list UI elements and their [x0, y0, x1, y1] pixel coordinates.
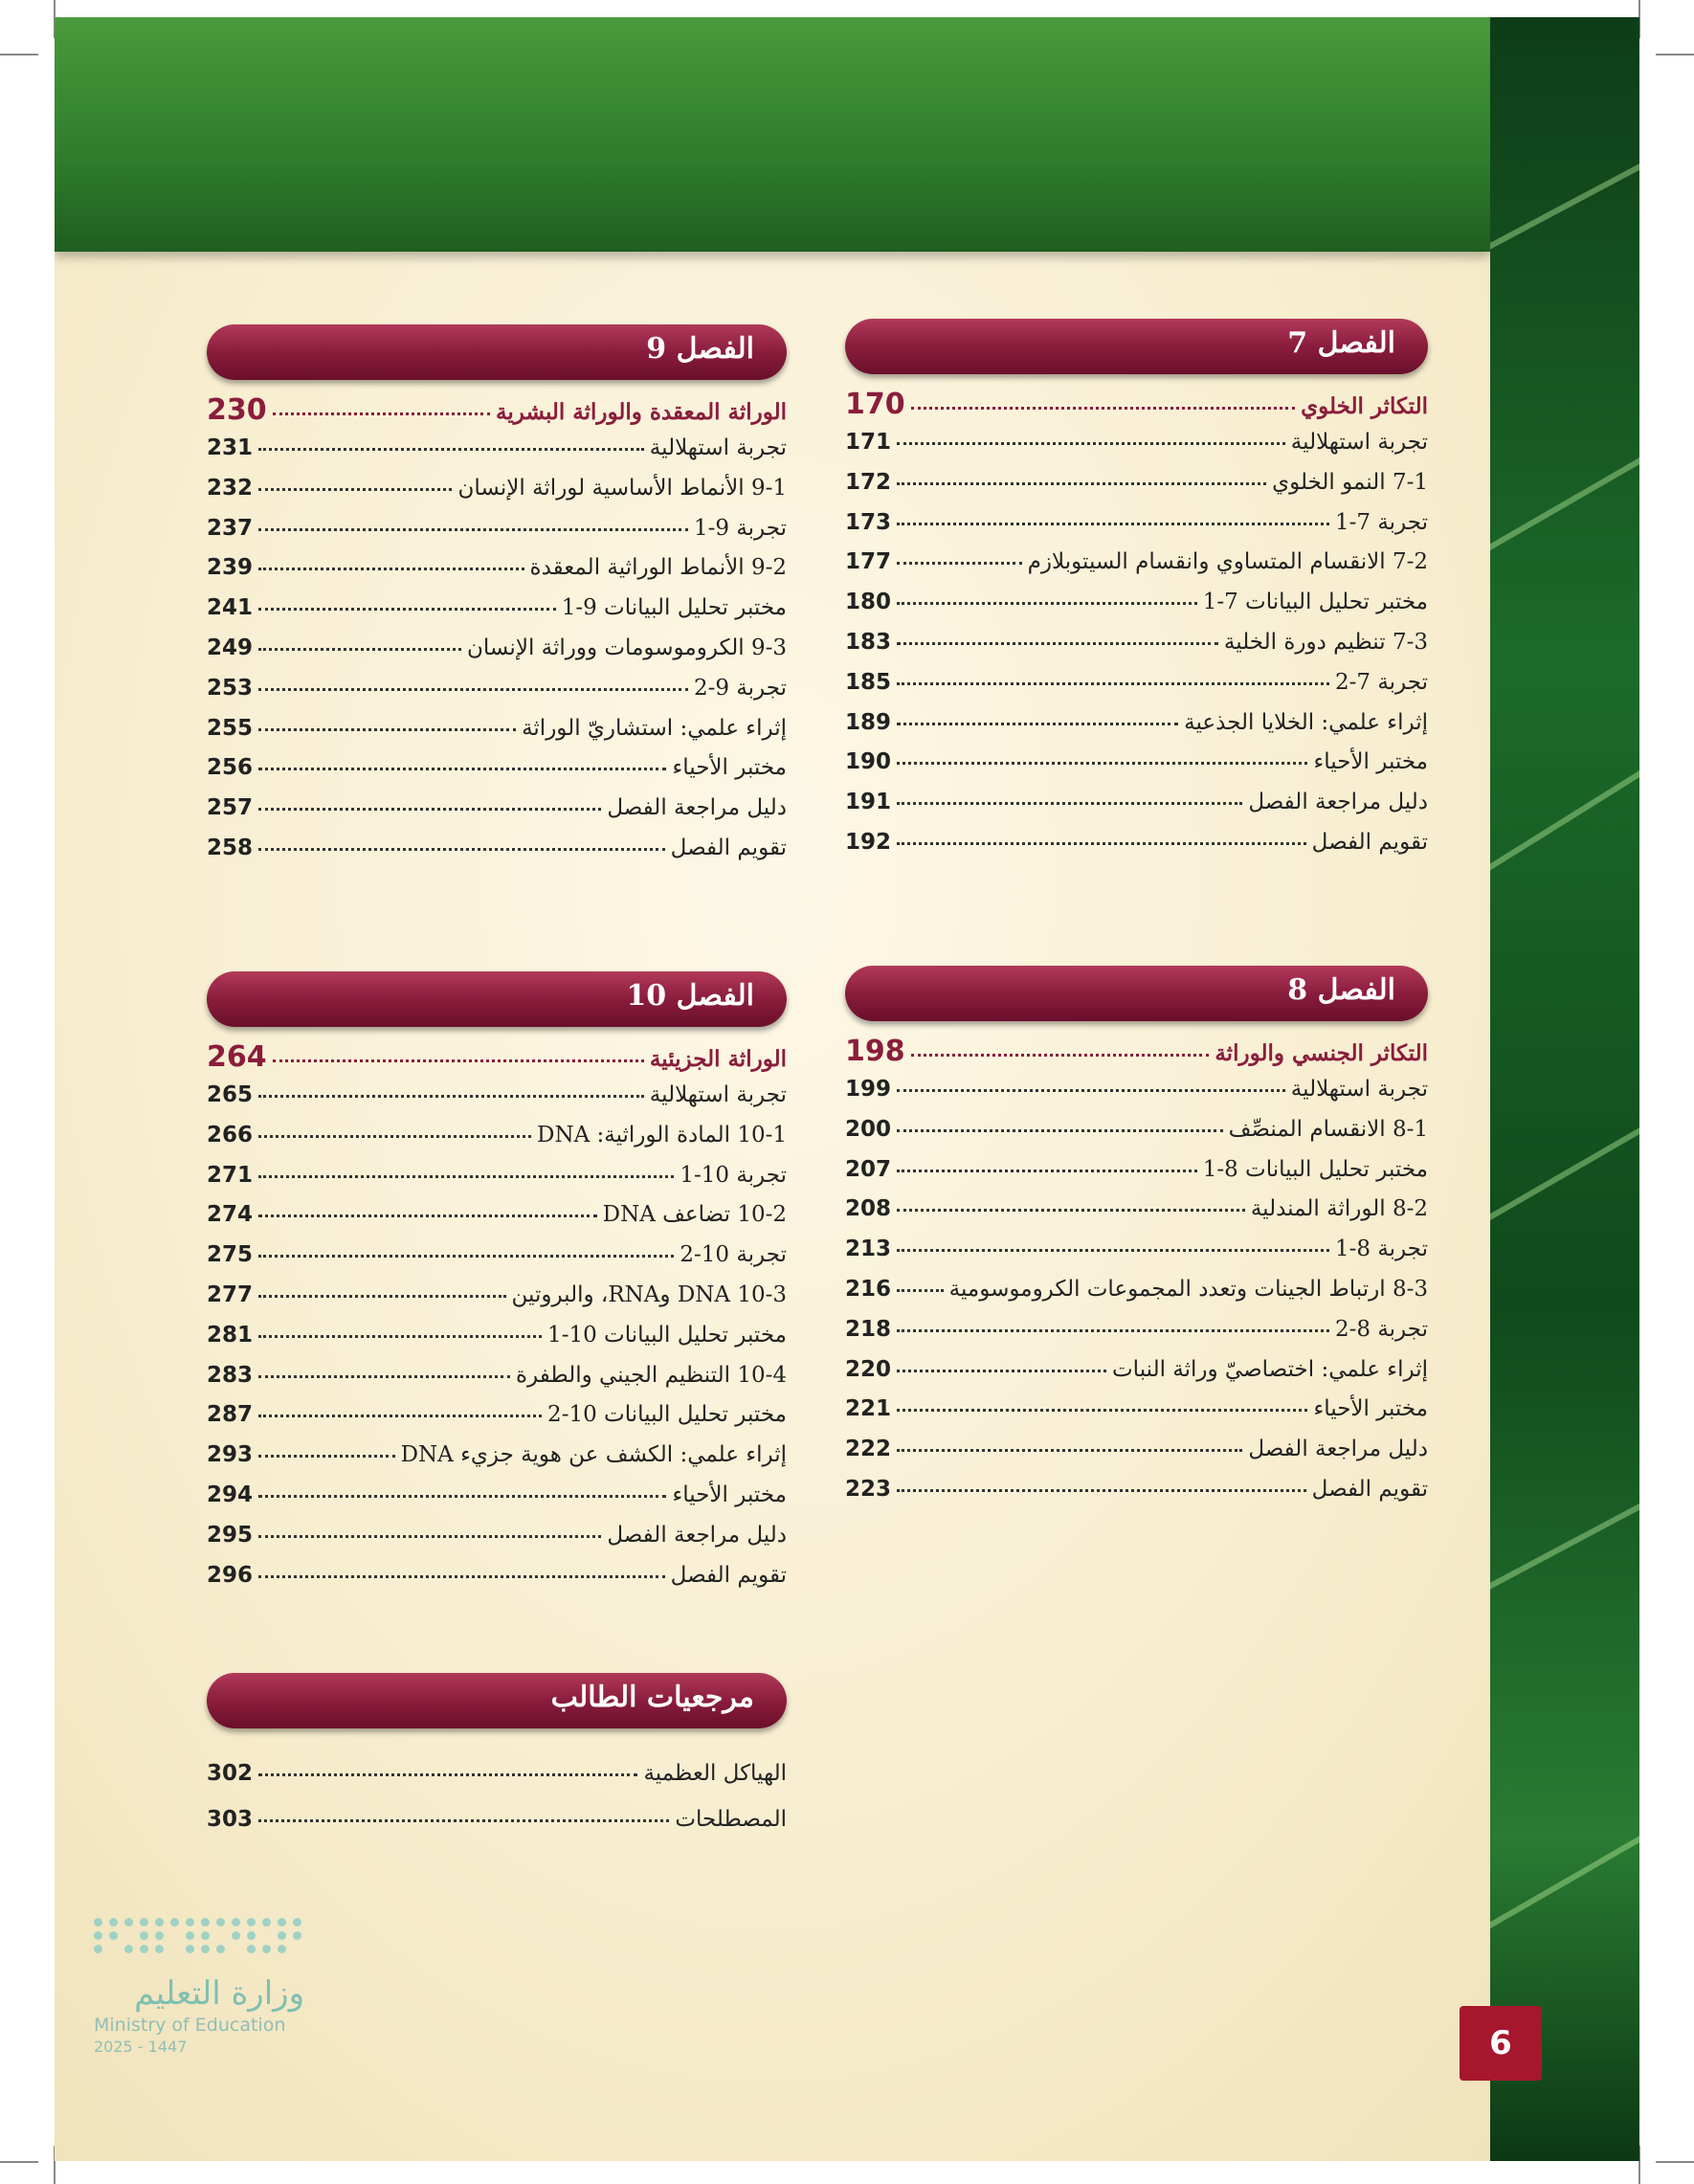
dot-leader [258, 479, 452, 491]
toc-label: 7-1 النمو الخلوي [1272, 469, 1428, 495]
dot-leader [258, 638, 461, 651]
chapter-title: الفصل 7 [1287, 326, 1395, 360]
toc-page: 283 [207, 1362, 254, 1388]
toc-label: تجربة 9-1 [693, 515, 787, 541]
toc-chapter-heading[interactable] [845, 388, 1428, 430]
toc-label: تجربة استهلالية [649, 1082, 787, 1107]
toc-row[interactable] [845, 510, 1428, 550]
toc-row[interactable] [207, 836, 787, 876]
toc-row[interactable] [845, 1196, 1428, 1237]
toc-label: مختبر الأحياء [672, 1482, 787, 1507]
toc-page: 207 [845, 1156, 892, 1182]
toc-label: تجربة 10-2 [680, 1242, 787, 1268]
toc-row[interactable] [845, 1277, 1428, 1317]
toc-label: مختبر تحليل البيانات 10-2 [547, 1402, 787, 1428]
toc-page: 258 [207, 835, 254, 860]
toc-label: تجربة استهلالية [1290, 430, 1428, 455]
crop-mark [0, 2161, 38, 2163]
toc-row[interactable] [845, 1077, 1428, 1117]
toc-label: تقويم الفصل [670, 1562, 787, 1588]
toc-row[interactable] [845, 549, 1428, 590]
toc-row[interactable] [207, 435, 787, 476]
toc-row[interactable] [207, 476, 787, 516]
toc-label: دليل مراجعة الفصل [1248, 1437, 1428, 1462]
toc-row[interactable] [207, 595, 787, 635]
ministry-logo [94, 1918, 304, 2056]
toc-chapter-heading[interactable] [207, 393, 787, 435]
toc-page: 222 [845, 1437, 892, 1462]
toc-page: 183 [845, 629, 892, 655]
toc-label: مختبر الأحياء [1313, 749, 1428, 775]
dot-leader [897, 1480, 1306, 1492]
dot-leader [897, 592, 1197, 605]
chapter-9-header [207, 324, 787, 380]
toc-page: 241 [207, 595, 254, 621]
dot-leader [897, 1399, 1307, 1412]
toc-label: الهياكل العظمية [643, 1761, 787, 1786]
toc-page: 208 [845, 1196, 892, 1222]
dot-leader [897, 433, 1285, 445]
toc-row[interactable] [207, 1402, 787, 1442]
toc-label: تقويم الفصل [670, 835, 787, 860]
toc-label: 9-2 الأنماط الوراثية المعقدة [529, 555, 787, 581]
toc-row[interactable] [207, 1163, 787, 1203]
toc-page: 189 [845, 709, 892, 735]
chapter-7-section [845, 319, 1428, 870]
toc-label: التكاثر الخلوي [1301, 393, 1428, 419]
toc-label: 10-1 المادة الوراثية: DNA [537, 1122, 787, 1148]
toc-page: 275 [207, 1242, 254, 1268]
logo-arabic-text: وزارة التعليم [134, 1974, 304, 2013]
toc-label: تجربة 7-1 [1334, 509, 1428, 535]
dot-leader [258, 1245, 674, 1258]
toc-label: 10-4 التنظيم الجيني والطفرة [515, 1362, 787, 1388]
dot-leader [258, 798, 601, 811]
dot-leader [258, 1566, 665, 1578]
chapter-title: الفصل 10 [626, 979, 754, 1013]
toc-row[interactable] [207, 1242, 787, 1282]
chapter-10-section [207, 971, 787, 1602]
toc-row[interactable] [207, 1807, 787, 1853]
toc-page: 198 [845, 1035, 905, 1068]
dot-leader [897, 1320, 1329, 1332]
toc-row[interactable] [845, 1117, 1428, 1157]
toc-page: 256 [207, 755, 254, 781]
toc-label: تجربة 7-2 [1334, 669, 1428, 695]
toc-label: 7-3 تنظيم دورة الخلية [1223, 629, 1428, 655]
toc-row[interactable] [845, 1477, 1428, 1517]
toc-row[interactable] [207, 1482, 787, 1523]
toc-label: 10-3 DNA وRNA، والبروتين [511, 1281, 787, 1307]
toc-label: مختبر تحليل البيانات 8-1 [1202, 1156, 1428, 1182]
dot-leader [258, 1810, 669, 1822]
toc-page: 302 [207, 1761, 254, 1786]
toc-page: 274 [207, 1202, 254, 1228]
dot-leader [897, 1120, 1223, 1132]
toc-label: تقويم الفصل [1311, 829, 1428, 855]
toc-label: دليل مراجعة الفصل [1248, 790, 1428, 815]
toc-row[interactable] [207, 1282, 787, 1323]
toc-label: مختبر الأحياء [672, 755, 787, 781]
toc-row[interactable] [207, 716, 787, 756]
chapter-8-header [845, 966, 1428, 1021]
toc-row[interactable] [845, 710, 1428, 750]
toc-row[interactable] [207, 1202, 787, 1242]
toc-label: مختبر تحليل البيانات 7-1 [1202, 590, 1428, 615]
toc-page: 265 [207, 1082, 254, 1107]
chapter-7-header [845, 319, 1428, 374]
toc-label: الوراثة الجزيئية [649, 1046, 787, 1072]
logo-year: 2025 - 1447 [94, 2038, 188, 2056]
crop-mark [0, 54, 38, 56]
dot-leader [258, 758, 666, 770]
toc-row[interactable] [207, 795, 787, 836]
toc-label: تجربة 9-2 [693, 675, 787, 701]
dot-leader [897, 673, 1329, 685]
toc-row[interactable] [207, 1123, 787, 1163]
toc-label: الوراثة المعقدة والوراثة البشرية [496, 399, 787, 425]
toc-page: 185 [845, 669, 892, 695]
toc-row[interactable] [207, 555, 787, 595]
toc-row[interactable] [207, 1363, 787, 1403]
toc-page: 253 [207, 675, 254, 701]
toc-page: 237 [207, 515, 254, 541]
dot-leader [258, 1166, 674, 1178]
dot-leader [258, 438, 644, 451]
dot-leader [258, 1445, 395, 1458]
toc-page: 266 [207, 1122, 254, 1148]
toc-row[interactable] [207, 1082, 787, 1123]
dot-leader [258, 719, 516, 731]
toc-page: 230 [207, 393, 267, 427]
toc-row[interactable] [845, 830, 1428, 870]
toc-label: إثراء علمي: استشاريّ الوراثة [522, 715, 787, 741]
page-number: 6 [1489, 2024, 1512, 2062]
logo-english-text: Ministry of Education [94, 2015, 286, 2036]
header-banner [55, 17, 1490, 252]
dot-leader [897, 792, 1242, 805]
toc-row[interactable] [207, 516, 787, 556]
dot-leader [897, 1280, 944, 1292]
dot-leader [897, 833, 1306, 845]
chapter-10-header [207, 971, 787, 1027]
dot-leader [897, 1360, 1106, 1372]
toc-page: 293 [207, 1442, 254, 1468]
dot-leader [258, 1326, 542, 1338]
toc-page: 221 [845, 1396, 892, 1422]
toc-page: 213 [845, 1237, 892, 1262]
dot-leader [258, 1405, 542, 1417]
toc-row[interactable] [845, 1237, 1428, 1277]
dot-leader [258, 679, 688, 691]
student-references-section [207, 1673, 787, 1853]
dot-leader [258, 1125, 531, 1138]
toc-row[interactable] [207, 1761, 787, 1807]
toc-label: إثراء علمي: اختصاصيّ وراثة النبات [1112, 1356, 1428, 1382]
dot-leader [897, 473, 1266, 485]
dot-leader [258, 1205, 597, 1217]
toc-row[interactable] [845, 790, 1428, 830]
toc-label: مختبر تحليل البيانات 10-1 [547, 1322, 787, 1348]
dot-leader [258, 519, 688, 531]
references-title: مرجعيات الطالب [550, 1681, 754, 1714]
dot-leader [897, 1439, 1242, 1452]
toc-row[interactable] [845, 749, 1428, 790]
toc-page: 271 [207, 1162, 254, 1188]
toc-page: 180 [845, 590, 892, 615]
toc-page: 232 [207, 475, 254, 501]
dot-leader [897, 633, 1218, 645]
toc-page: 173 [845, 509, 892, 535]
dot-leader [258, 1526, 601, 1538]
toc-chapter-heading[interactable] [845, 1035, 1428, 1077]
toc-page: 295 [207, 1522, 254, 1548]
toc-page: 199 [845, 1077, 892, 1102]
dot-leader [897, 1080, 1285, 1092]
toc-row[interactable] [845, 630, 1428, 670]
dot-leader [897, 513, 1329, 525]
toc-row[interactable] [207, 1523, 787, 1563]
toc-label: إثراء علمي: الخلايا الجذعية [1184, 709, 1428, 735]
dot-leader [897, 1160, 1197, 1172]
toc-page: 223 [845, 1476, 892, 1502]
toc-row[interactable] [845, 1396, 1428, 1437]
toc-label: دليل مراجعة الفصل [607, 1522, 787, 1548]
toc-page: 200 [845, 1116, 892, 1142]
toc-row[interactable] [845, 590, 1428, 630]
toc-page: 303 [207, 1807, 254, 1832]
toc-row[interactable] [845, 1317, 1428, 1357]
toc-label: تجربة 8-2 [1334, 1316, 1428, 1342]
toc-row[interactable] [845, 1357, 1428, 1397]
toc-page: 190 [845, 749, 892, 775]
dot-leader [258, 1764, 637, 1776]
toc-row[interactable] [207, 755, 787, 795]
toc-label: 10-2 تضاعف DNA [602, 1202, 787, 1228]
toc-label: 9-3 الكروموسومات ووراثة الإنسان [467, 635, 787, 660]
toc-page: 172 [845, 469, 892, 495]
toc-label: تجربة 10-1 [680, 1162, 787, 1188]
toc-row[interactable] [207, 1323, 787, 1363]
toc-page: 177 [845, 549, 892, 575]
toc-page: 171 [845, 430, 892, 455]
toc-page: 192 [845, 829, 892, 855]
page-number-badge [1460, 2006, 1542, 2081]
toc-page: 249 [207, 635, 254, 660]
dot-leader [258, 1485, 666, 1498]
toc-label: إثراء علمي: الكشف عن هوية جزيء DNA [400, 1442, 787, 1468]
toc-label: تجربة 8-1 [1334, 1237, 1428, 1262]
chapter-9-section [207, 324, 787, 876]
toc-page: 281 [207, 1322, 254, 1348]
dot-leader [897, 1199, 1245, 1212]
toc-label: مختبر الأحياء [1313, 1396, 1428, 1422]
toc-label: 7-2 الانقسام المتساوي وانقسام السيتوبلازم [1027, 549, 1428, 575]
dot-leader [258, 598, 556, 611]
toc-row[interactable] [845, 670, 1428, 710]
dot-leader [258, 1085, 644, 1098]
toc-label: التكاثر الجنسي والوراثة [1215, 1040, 1428, 1066]
toc-row[interactable] [207, 676, 787, 716]
toc-row[interactable] [845, 430, 1428, 470]
toc-label: مختبر تحليل البيانات 9-1 [561, 595, 787, 621]
toc-label: تقويم الفصل [1311, 1476, 1428, 1502]
toc-page: 191 [845, 790, 892, 815]
toc-chapter-heading[interactable] [207, 1040, 787, 1082]
toc-label: دليل مراجعة الفصل [607, 795, 787, 821]
toc-page: 264 [207, 1040, 267, 1074]
toc-label: 8-1 الانقسام المنصِّف [1228, 1116, 1428, 1142]
toc-label: تجربة استهلالية [1290, 1077, 1428, 1102]
dot-leader [897, 752, 1307, 765]
toc-page: 294 [207, 1482, 254, 1507]
toc-page: 220 [845, 1356, 892, 1382]
dot-leader [897, 713, 1178, 725]
toc-page: 239 [207, 555, 254, 581]
toc-row[interactable] [207, 1442, 787, 1482]
dot-leader [897, 1239, 1329, 1252]
toc-label: المصطلحات [675, 1807, 787, 1832]
toc-label: 8-2 الوراثة المندلية [1250, 1196, 1428, 1222]
toc-page: 296 [207, 1562, 254, 1588]
toc-row[interactable] [845, 1437, 1428, 1477]
toc-page: 170 [845, 388, 905, 421]
toc-page: 287 [207, 1402, 254, 1428]
logo-dots-mark [94, 1918, 304, 1953]
dot-leader [258, 1366, 510, 1378]
toc-page: 216 [845, 1276, 892, 1302]
dot-leader [258, 1285, 506, 1298]
toc-row[interactable] [207, 1563, 787, 1603]
crop-mark [1656, 54, 1694, 56]
toc-page: 257 [207, 795, 254, 821]
toc-label: تجربة استهلالية [649, 435, 787, 460]
toc-row[interactable] [207, 635, 787, 676]
toc-page: 277 [207, 1281, 254, 1307]
crop-mark [1656, 2161, 1694, 2163]
toc-page: 231 [207, 435, 254, 460]
toc-label: 9-1 الأنماط الأساسية لوراثة الإنسان [457, 475, 787, 501]
chapter-title: الفصل 9 [646, 332, 754, 366]
chapter-8-section [845, 966, 1428, 1517]
dot-leader [897, 552, 1022, 565]
dot-leader [258, 558, 524, 570]
references-header [207, 1673, 787, 1728]
toc-row[interactable] [845, 470, 1428, 510]
chapter-title: الفصل 8 [1287, 973, 1395, 1007]
toc-label: 8-3 ارتباط الجينات وتعدد المجموعات الكروموسومية [948, 1276, 1428, 1302]
leaf-image [1490, 17, 1639, 2161]
toc-row[interactable] [845, 1157, 1428, 1197]
dot-leader [258, 838, 665, 851]
toc-page: 255 [207, 715, 254, 741]
toc-page: 218 [845, 1316, 892, 1342]
